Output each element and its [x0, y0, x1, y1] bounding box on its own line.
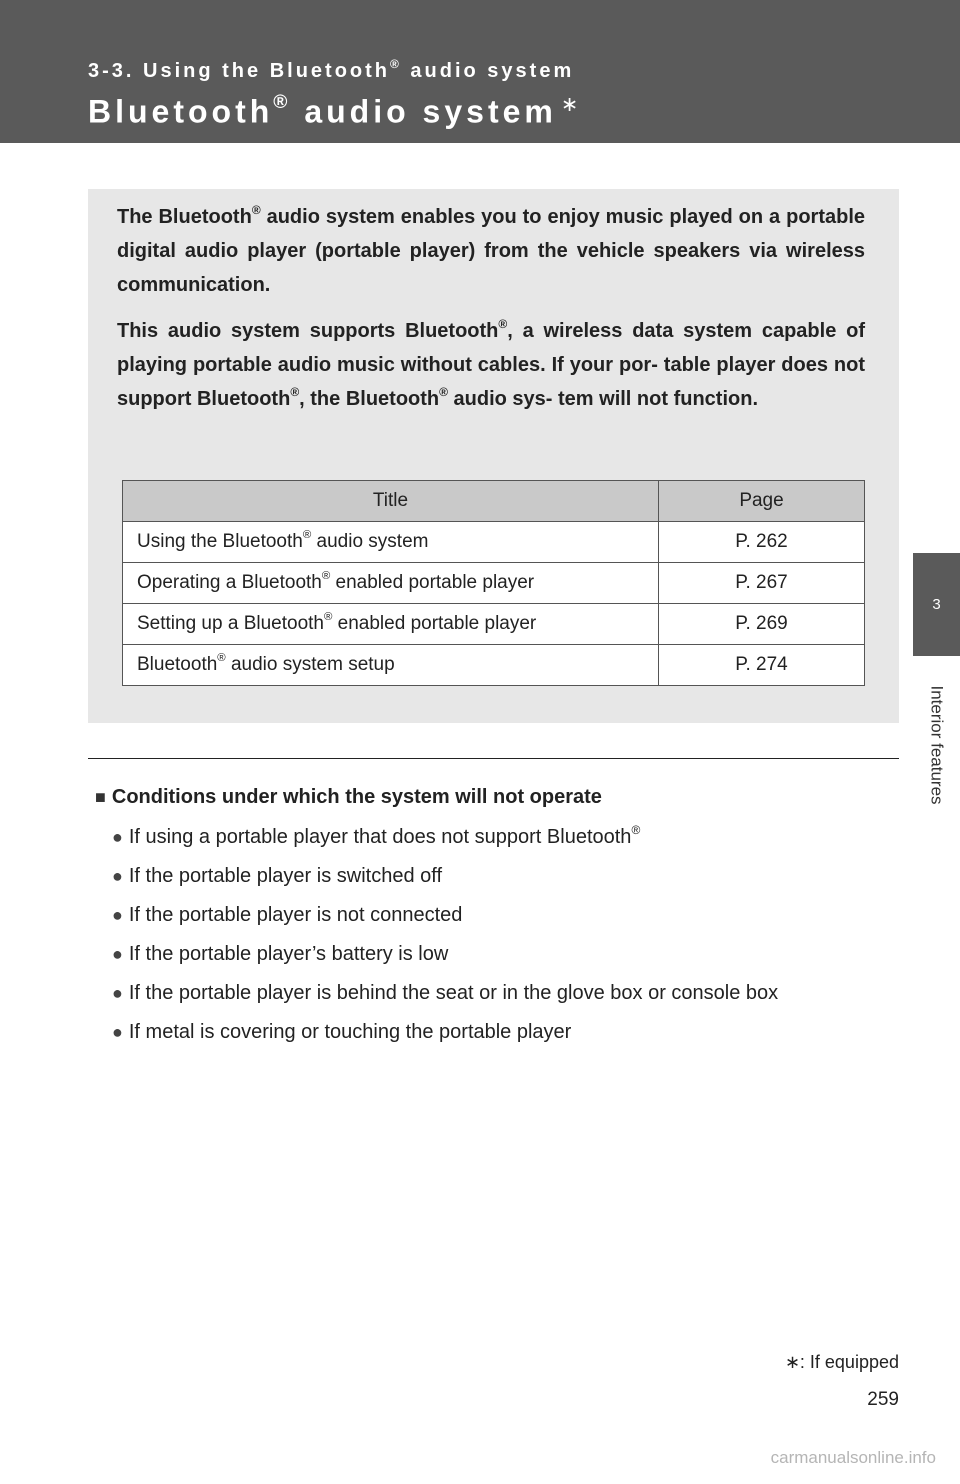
list-item [112, 974, 902, 1013]
if-equipped-mark: ∗ [560, 93, 579, 116]
table-row[interactable] [123, 522, 865, 563]
list-item-text: If the portable player is not connected [128, 904, 463, 926]
column-header-page: Page [659, 481, 865, 522]
chapter-label [913, 660, 960, 830]
list-item [112, 857, 902, 896]
list-item [112, 1013, 902, 1052]
registered-mark: ® [273, 92, 292, 114]
footnote: ∗: If equipped [784, 1352, 899, 1372]
bullet-icon: ● [112, 905, 123, 925]
row-page-link[interactable]: P. 269 [659, 604, 865, 645]
intro-paragraph-1: The Bluetooth® audio system enables you to enjoy music played on a portable digital audio player (portable player) from the vehicle speakers via wireless communication. [117, 202, 865, 296]
section-divider [88, 758, 899, 759]
list-item-text: If the portable player is behind the seat or in the glove box or console box [128, 982, 779, 1004]
bullet-icon: ● [112, 827, 123, 847]
conditions-heading [95, 786, 602, 809]
intro-paragraph-2: This audio system supports Bluetooth®, a wireless data system capable of playing portable audio music without cables. If your por- table player does not support Bluetooth®, the Bluetooth® audio sys- tem will not function. [117, 316, 865, 410]
column-header-title: Title [123, 481, 659, 522]
list-item-text: If the portable player is switched off [128, 865, 443, 887]
bullet-icon: ● [112, 866, 123, 886]
page-title-text: Bluetooth [88, 93, 274, 130]
list-item [112, 818, 902, 857]
row-title: Bluetooth® audio system setup [123, 645, 659, 686]
chapter-label-text: Interior features [927, 685, 947, 805]
conditions-heading-text: Conditions under which the system will not operate [111, 786, 602, 808]
row-title: Operating a Bluetooth® enabled portable player [123, 563, 659, 604]
bullet-icon: ● [112, 983, 123, 1003]
list-item-text: If using a portable player that does not support Bluetooth® [128, 822, 641, 848]
row-title: Setting up a Bluetooth® enabled portable player [123, 604, 659, 645]
chapter-tab[interactable]: 3 [913, 553, 960, 656]
page-header [0, 0, 960, 143]
watermark: carmanualsonline.info [770, 1448, 936, 1467]
page-title-rest: audio system [291, 93, 557, 130]
table-header-row [123, 481, 865, 522]
row-title: Using the Bluetooth® audio system [123, 522, 659, 563]
bullet-icon: ● [112, 1022, 123, 1042]
square-bullet-icon: ■ [95, 787, 106, 807]
row-page-link[interactable]: P. 267 [659, 563, 865, 604]
table-row[interactable] [123, 563, 865, 604]
list-item [112, 935, 902, 974]
row-page-link[interactable]: P. 262 [659, 522, 865, 563]
bullet-icon: ● [112, 944, 123, 964]
section-title: 3-3. Using the Bluetooth® audio system [88, 56, 575, 82]
table-row[interactable] [123, 645, 865, 686]
list-item [112, 896, 902, 935]
conditions-list [112, 818, 902, 1052]
row-page-link[interactable]: P. 274 [659, 645, 865, 686]
page-title [88, 92, 578, 131]
list-item-text: If metal is covering or touching the portable player [128, 1021, 572, 1043]
contents-table [122, 480, 865, 686]
list-item-text: If the portable player’s battery is low [128, 943, 449, 965]
page-number: 259 [867, 1389, 899, 1410]
table-row[interactable] [123, 604, 865, 645]
